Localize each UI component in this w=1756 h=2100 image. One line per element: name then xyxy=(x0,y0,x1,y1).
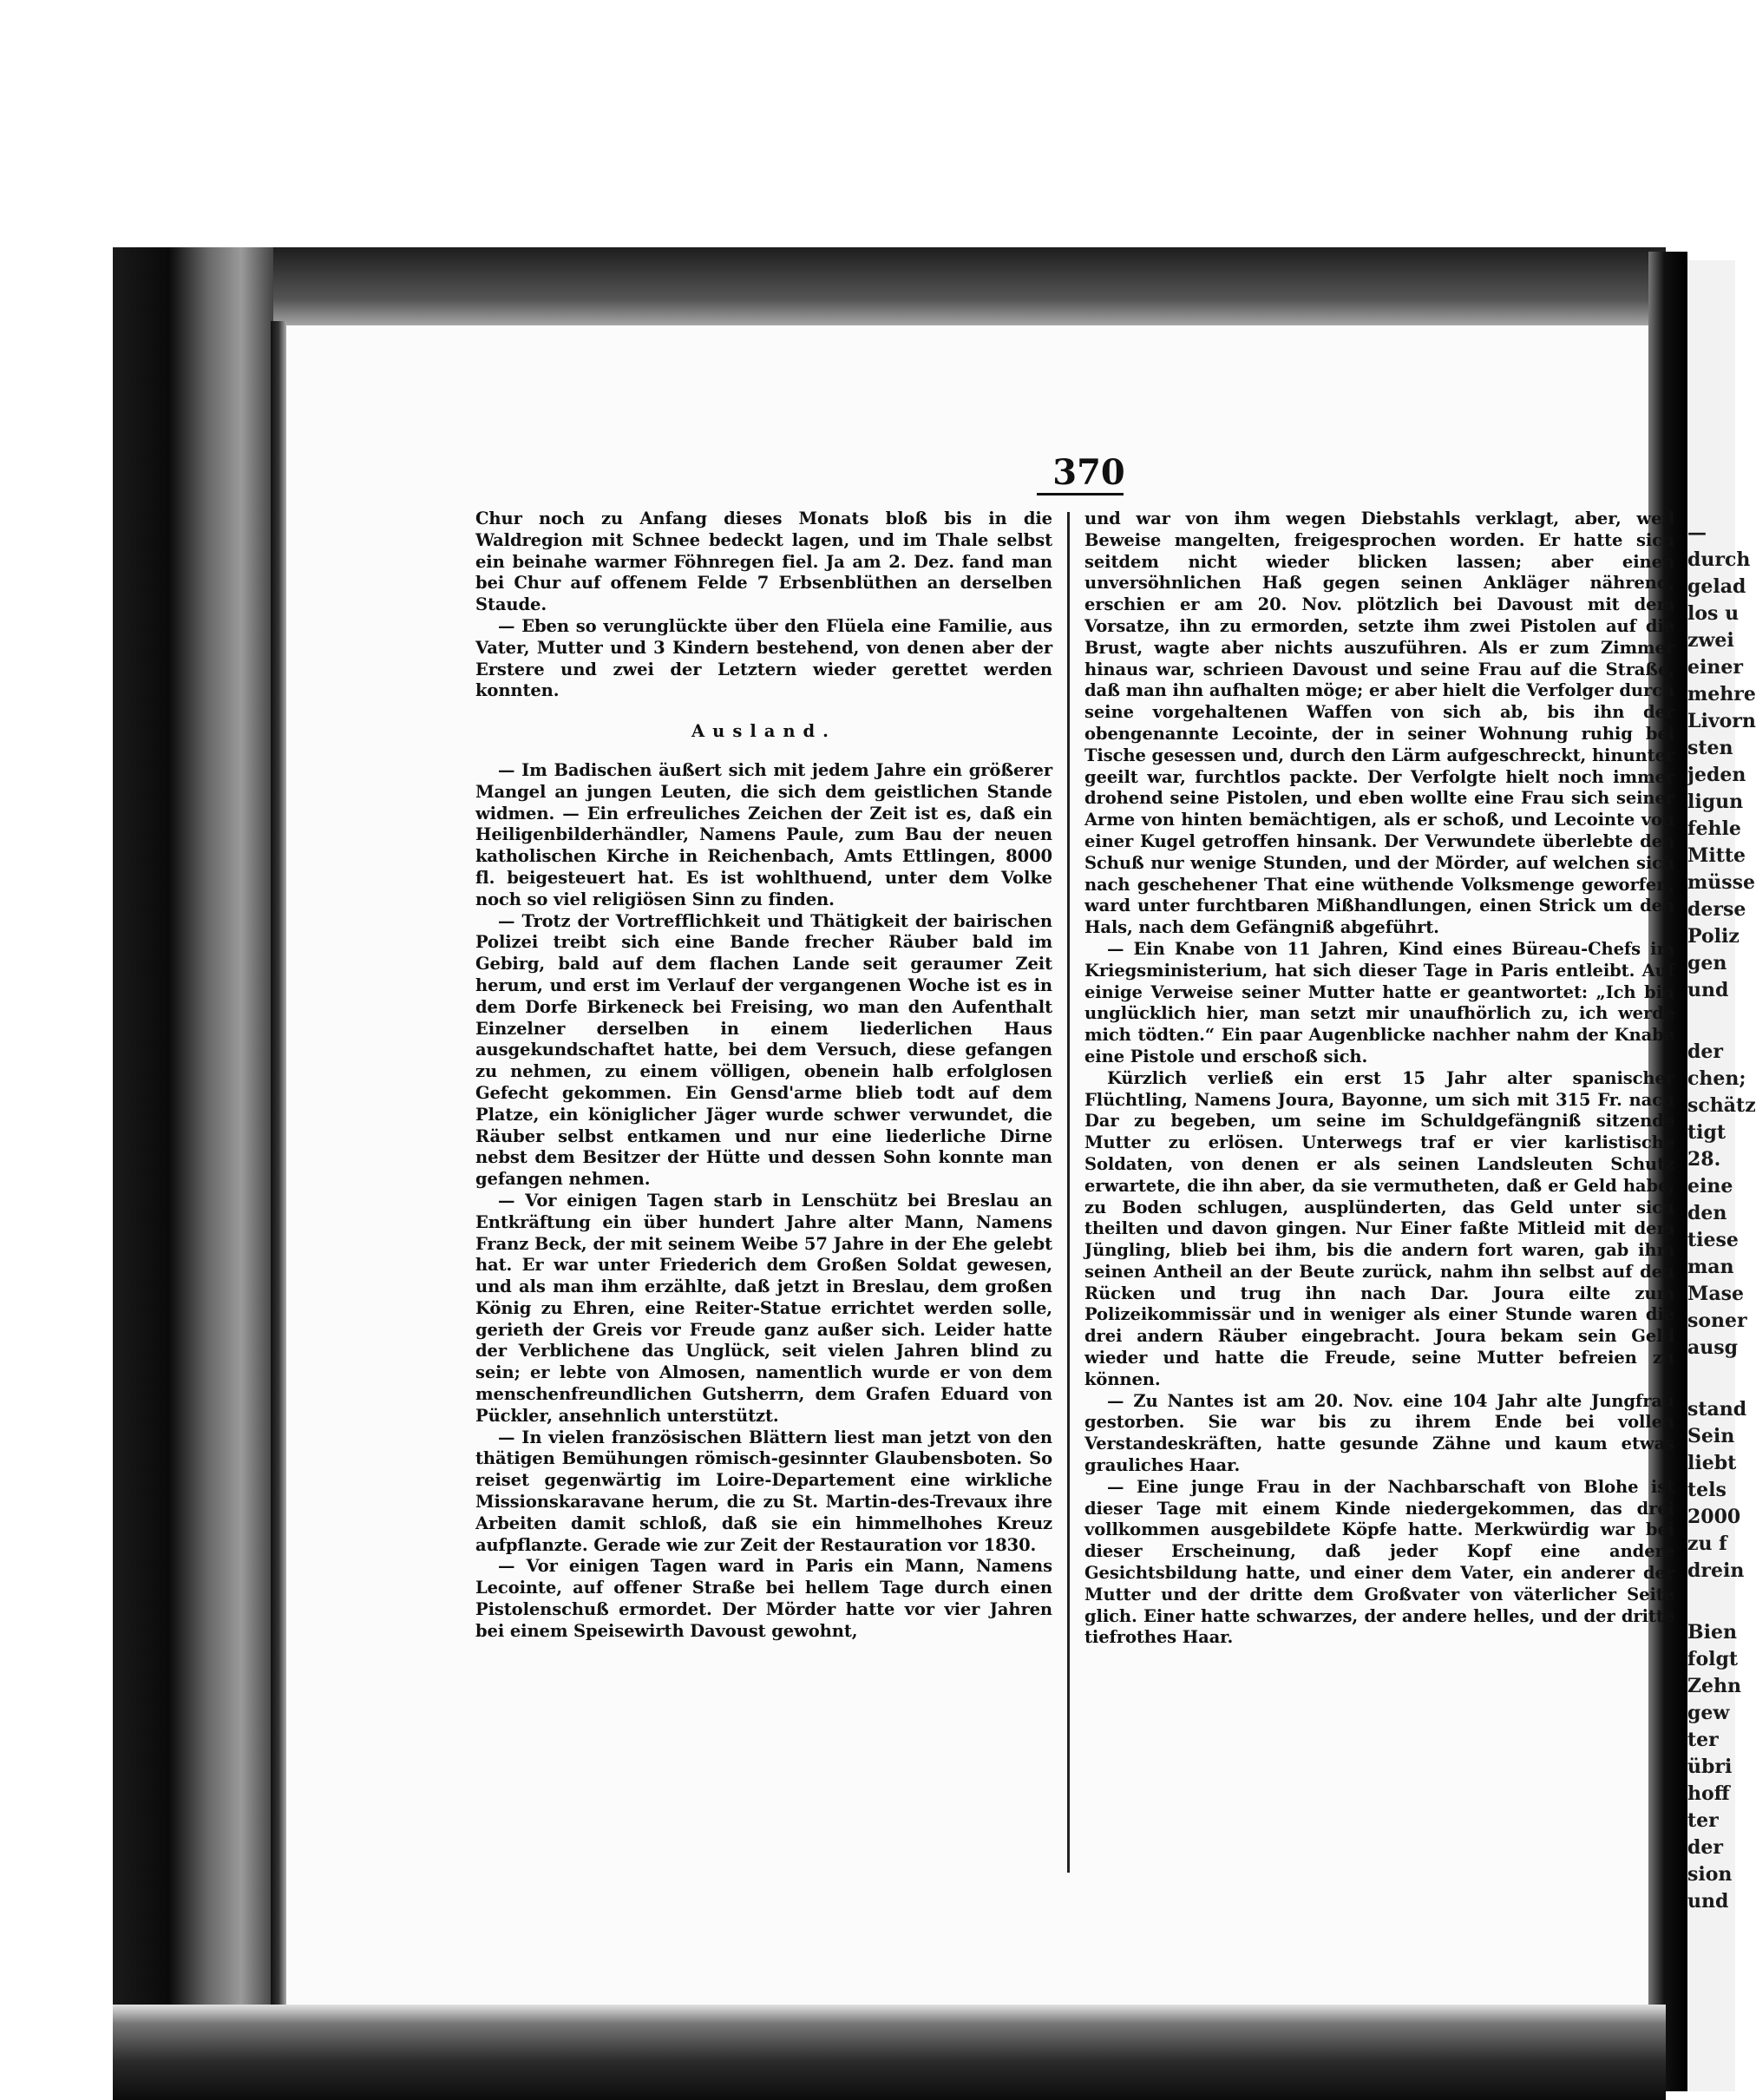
next-page-fragment: zwei xyxy=(1687,629,1734,652)
next-page-fragment: soner xyxy=(1687,1309,1747,1332)
next-page-fragment: — xyxy=(1687,522,1707,544)
next-page-fragment: durch xyxy=(1687,548,1751,571)
next-page-fragment: der xyxy=(1687,1836,1723,1859)
next-page-fragment: einer xyxy=(1687,656,1743,679)
next-page-fragment: Livorn xyxy=(1687,710,1756,732)
right-column xyxy=(1084,509,1674,1871)
section-heading: Ausland. xyxy=(691,721,836,742)
next-page-fragment: Poliz xyxy=(1687,925,1740,948)
next-page-fragment: Mase xyxy=(1687,1283,1744,1305)
next-page-fragment: los u xyxy=(1687,602,1740,625)
next-page-fragment: gelad xyxy=(1687,575,1746,598)
next-page-fragment: liebt xyxy=(1687,1452,1737,1474)
paragraph: und war von ihm wegen Diebstahls verklagt, aber, weil Beweise mangelten, freigesprochen worden. Er hatte sich seitdem nicht wieder blicken lassen; aber einen unversöhnlichen Haß gegen seinen Ankläger nährend, erschien er am 20. Nov. plötzlich bei Davoust mit dem Vorsatze, ihn zu ermorden, setzte ihm zwei Pistolen auf die Brust, wagte aber nichts auszuführen. Als er zum Zimmer hinaus war, schrieen Davoust und seine Frau auf die Straße, daß man ihn aufhalten möge; er aber hielt die Verfolger durch seine vorgehaltenen Waffen von sich ab, bis ihn der obengenannte Lecointe, der in seiner Wohnung ruhig bei Tische gesessen und, durch den Lärm aufgeschreckt, hinunter geeilt war, furchtlos packte. Der Verfolgte hielt noch immer drohend seine Pistolen, und eben wollte eine Frau sich seiner Arme von hinten bemächtigen, als er schoß, und Lecointe von einer Kugel getroffen hinsank. Der Verwundete überlebte den Schuß nur wenige Stunden, und der Mörder, auf welchen sich nach geschehener That eine wüthende Volksmenge geworfen, ward unter furchtbaren Mißhandlungen, einen Strick um den Hals, nach dem Gefängniß abgeführt. xyxy=(1084,509,1674,938)
next-page-fragment: drein xyxy=(1687,1559,1745,1582)
next-page-fragment: Zehn xyxy=(1687,1675,1742,1697)
next-page-fragment: ter xyxy=(1687,1729,1719,1751)
paragraph: — Zu Nantes ist am 20. Nov. eine 104 Jahr alte Jungfrau gestorben. Sie war bis zu ihrem Ende bei vollen Verstandeskräften, hatte gesunde Zähne und kaum etwas grauliches Haar. xyxy=(1084,1390,1674,1476)
next-page-fragment: müsse xyxy=(1687,871,1756,894)
column-rule xyxy=(1067,512,1070,1873)
next-page-fragment: Mitte xyxy=(1687,844,1746,867)
paragraph: — Trotz der Vortrefflichkeit und Thätigkeit der bairischen Polizei treibt sich eine Bande frecher Räuber bald im Gebirg, bald auf dem flachen Lande seit geraumer Zeit herum, und erst im Verlauf der vergangenen Woche ist es in dem Dorfe Birkeneck bei Freising, wo man den Aufenthalt Einzelner derselben in einem liederlichen Haus ausgekundschaftet hatte, bei dem Versuch, diese gefangen zu nehmen, zu einem völligen, obenein halb erfolglosen Gefecht gekommen. Ein Gensd'arme blieb todt auf dem Platze, ein königlicher Jäger wurde schwer verwundet, die Räuber selbst entkamen und nur eine liederliche Dirne nebst dem Besitzer der Hütte und dessen Sohn konnte man gefangen nehmen. xyxy=(475,910,1052,1190)
next-page-fragment: der xyxy=(1687,1040,1723,1063)
next-page-fragment: fehle xyxy=(1687,817,1741,840)
paragraph: Kürzlich verließ ein erst 15 Jahr alter spanischer Flüchtling, Namens Joura, Bayonne, um sich mit 315 Fr. nach Dar zu begeben, um seine im Schuldgefängniß sitzende Mutter zu erlösen. Unterwegs traf er vier karlistische Soldaten, von denen er als seinen Landsleuten Schutz erwartete, die ihn aber, da sie vermutheten, daß er Geld habe, zu Boden schlugen, ausplünderten, das Geld unter sich theilten und davon gingen. Nur Einer faßte Mitleid mit dem Jüngling, blieb bei ihm, bis die andern fort waren, gab ihm seinen Antheil an der Beute zurück, nahm ihn selbst auf den Rücken und trug ihn nach Dar. Joura eilte zum Polizeikommissär und in weniger als einer Stunde waren die drei andern Räuber eingebracht. Joura bekam sein Geld wieder und hatte die Freude, seine Mutter befreien zu können. xyxy=(1084,1067,1674,1389)
next-page-fragment: stand xyxy=(1687,1398,1747,1421)
next-page-fragment: jeden xyxy=(1687,764,1746,786)
next-page-fragment: den xyxy=(1687,1202,1727,1224)
next-page-fragment: tels xyxy=(1687,1479,1727,1501)
next-page-fragment: sion xyxy=(1687,1863,1733,1886)
next-page-fragment: man xyxy=(1687,1256,1734,1278)
next-page-fragment: zu f xyxy=(1687,1532,1727,1555)
next-page-fragment: mehre xyxy=(1687,683,1756,705)
page-edges-left xyxy=(271,321,286,2022)
next-page-fragment: Bien xyxy=(1687,1621,1737,1644)
left-column xyxy=(475,509,1052,1871)
book-binding-left xyxy=(113,247,273,2096)
next-page-fragment: gew xyxy=(1687,1702,1730,1724)
next-page-edge xyxy=(1687,260,1756,2091)
next-page-fragment: eine xyxy=(1687,1175,1733,1198)
paragraph: — Ein Knabe von 11 Jahren, Kind eines Büreau-Chefs im Kriegsministerium, hat sich dieser Tage in Paris entleibt. Auf einige Verweise seiner Mutter hatte er geantwortet: „Ich bin unglücklich hier, man setzt mir unaufhörlich zu, ich werde mich tödten.“ Ein paar Augenblicke nachher nahm der Knabe eine Pistole und erschoß sich. xyxy=(1084,938,1674,1066)
page-number: 370 xyxy=(1052,452,1125,493)
next-page-fragment: ligun xyxy=(1687,791,1744,813)
paragraph: — Eine junge Frau in der Nachbarschaft von Blohe ist dieser Tage mit einem Kinde niedergekommen, das drei vollkommen ausgebildete Köpfe hatte. Merkwürdig war bei dieser Erscheinung, daß jeder Kopf eine andere Gesichtsbildung hatte, und einer dem Vater, ein anderer der Mutter und der dritte dem Großvater von väterlicher Seite glich. Einer hatte schwarzes, der andere helles, und der dritte tiefrothes Haar. xyxy=(1084,1476,1674,1648)
next-page-fragment: ter xyxy=(1687,1809,1719,1832)
next-page-fragment: 2000 xyxy=(1687,1506,1741,1528)
next-page-fragment: tigt xyxy=(1687,1121,1727,1144)
next-page-fragment: ausg xyxy=(1687,1336,1739,1359)
paragraph: — Eben so verunglückte über den Flüela eine Familie, aus Vater, Mutter und 3 Kindern bestehend, von denen aber der Erstere und zwei der Letztern wieder gerettet werden konnten. xyxy=(475,615,1052,701)
paragraph: — Vor einigen Tagen ward in Paris ein Mann, Namens Lecointe, auf offener Straße bei hellem Tage durch einen Pistolenschuß ermordet. Der Mörder hatte vor vier Jahren bei einem Speisewirth Davoust gewohnt, xyxy=(475,1556,1052,1641)
next-page-fragment: und xyxy=(1687,979,1729,1001)
next-page-fragment: gen xyxy=(1687,952,1727,975)
next-page-fragment: und xyxy=(1687,1890,1729,1913)
next-page-fragment: folgt xyxy=(1687,1648,1739,1670)
next-page-fragment: tiese xyxy=(1687,1229,1739,1251)
next-page-fragment: sten xyxy=(1687,737,1733,759)
next-page-fragment: übri xyxy=(1687,1755,1733,1778)
paragraph: — Vor einigen Tagen starb in Lenschütz bei Breslau an Entkräftung ein über hundert Jahre alter Mann, Namens Franz Beck, der mit seinem Weibe 57 Jahre in der Ehe gelebt hat. Er war unter Friederich dem Großen Soldat gewesen, und als man ihm erzählte, daß jetzt in Breslau, dem großen König zu Ehren, eine Reiter-Statue errichtet werden solle, gerieth der Greis vor Freude ganz außer sich. Leider hatte der Verblichene das Unglück, seit vielen Jahren blind zu sein; er lebte von Almosen, namentlich wurde er von dem menschenfreundlichen Gutsherrn, dem Grafen Eduard von Pückler, ansehnlich unterstützt. xyxy=(475,1190,1052,1426)
scan-bottom-shadow xyxy=(113,2005,1666,2100)
next-page-fragment: hoff xyxy=(1687,1782,1730,1805)
paragraph: Chur noch zu Anfang dieses Monats bloß bis in die Waldregion mit Schnee bedeckt lagen, und im Thale selbst ein beinahe warmer Föhnregen fiel. Ja am 2. Dez. fand man bei Chur auf offenem Felde 7 Erbsenblüthen an derselben Staude. xyxy=(475,509,1052,615)
next-page-fragment: derse xyxy=(1687,898,1746,921)
next-page-fragment: 28. xyxy=(1687,1148,1721,1171)
page-number-rule xyxy=(1037,493,1124,495)
next-page-fragment: Sein xyxy=(1687,1425,1735,1447)
paragraph: — Im Badischen äußert sich mit jedem Jahre ein größerer Mangel an jungen Leuten, die sich dem geistlichen Stande widmen. — Ein erfreuliches Zeichen der Zeit ist es, daß ein Heiligenbilderhändler, Namens Paule, zum Bau der neuen katholischen Kirche in Reichenbach, Amts Ettlingen, 8000 fl. beigesteuert hat. Es ist wohlthuend, unter dem Volke noch so viel religiösen Sinn zu finden. xyxy=(475,759,1052,909)
next-page-fragment: schätz xyxy=(1687,1094,1756,1117)
paragraph: — In vielen französischen Blättern liest man jetzt von den thätigen Bemühungen römisch-gesinnter Glaubensboten. So reiset gegenwärtig im Loire-Departement eine wirkliche Missionskaravane herum, die zu St. Martin-des-Trevaux ihre Arbeiten damit schloß, daß sie ein himmelhohes Kreuz aufpflanzte. Gerade wie zur Zeit der Restauration vor 1830. xyxy=(475,1427,1052,1555)
next-page-fragment: chen; xyxy=(1687,1067,1746,1090)
